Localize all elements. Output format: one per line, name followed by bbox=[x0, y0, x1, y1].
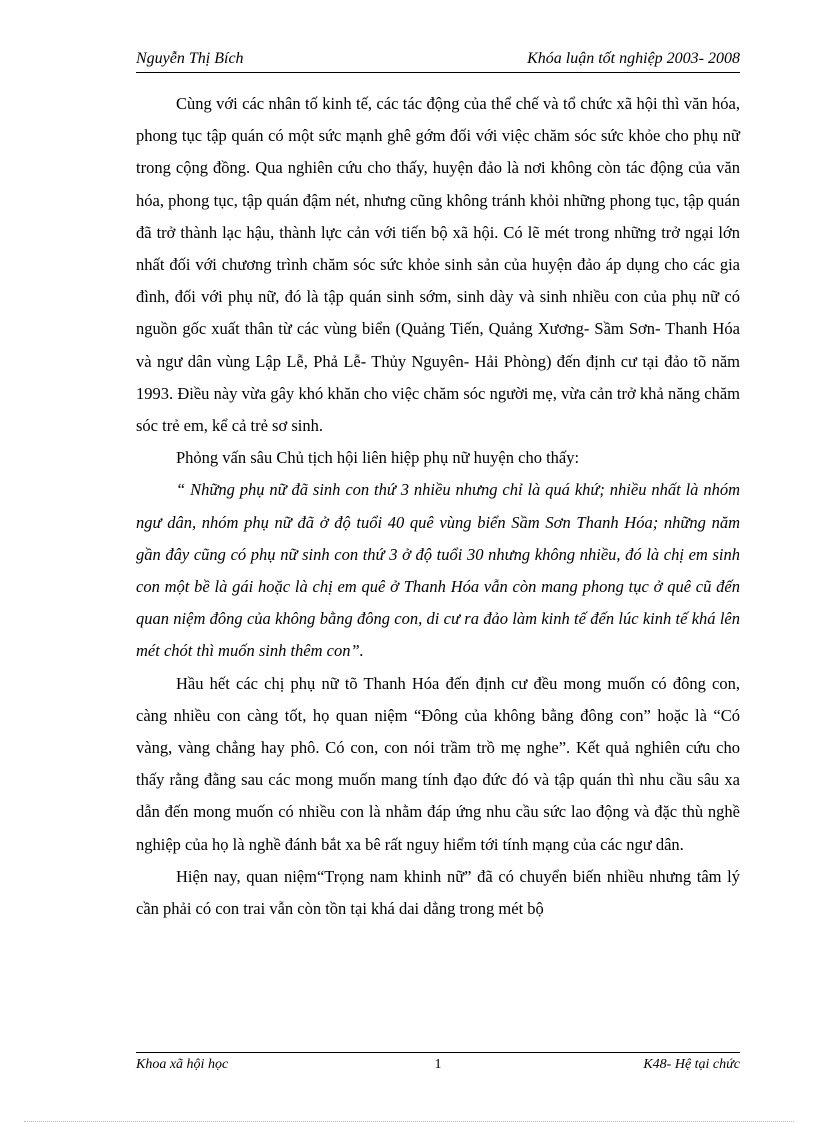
paragraph-4: Hầu hết các chị phụ nữ tõ Thanh Hóa đến định cư đều mong muốn có đông con, càng nhiều con càng tốt, họ quan niệm “Đông của không bằng đông con” hoặc là “Có vàng, vàng chẳng hay phô. Có con, con nói trầm trồ mẹ nghe”. Kết quả nghiên cứu cho thấy rằng đằng sau các mong muốn mang tính đạo đức đó và tập quán thì nhu cầu sâu xa dẫn đến mong muốn có nhiều con là nhằm đáp ứng nhu cầu sức lao động và đặc thù nghề nghiệp của họ là nghề đánh bắt xa bê rất nguy hiểm tới tính mạng của các ngư dân. bbox=[136, 673, 740, 854]
page-number: 1 bbox=[434, 1057, 442, 1072]
page-break-line bbox=[24, 1121, 794, 1122]
paragraph-2: Phỏng vấn sâu Chủ tịch hội liên hiệp phụ nữ huyện cho thấy: bbox=[176, 448, 580, 468]
page-header bbox=[136, 48, 740, 73]
document-body bbox=[136, 88, 740, 925]
paragraph-1: Cùng với các nhân tố kinh tế, các tác động của thể chế và tổ chức xã hội thì văn hóa, phong tục tập quán có một sức mạnh ghê gớm đối với việc chăm sóc sức khỏe cho phụ nữ trong cộng đồng. Qua nghiên cứu cho thấy, huyện đảo là nơi không còn tác động của văn hóa, phong tục, tập quán đậm nét, nhưng cũng không tránh khỏi những phong tục, tập quán đã trở thành lạc hậu, thành lực cản với tiến bộ xã hội. Có lẽ mét trong những trở ngại lớn nhất đối với chương trình chăm sóc sức khỏe sinh sản của huyện đảo áp dụng cho các gia đình, đối với phụ nữ, đó là tập quán sinh sớm, sinh dày và sinh nhiều con của phụ nữ có nguồn gốc xuất thân từ các vùng biển (Quảng Tiến, Quảng Xương- Sầm Sơn- Thanh Hóa và ngư dân vùng Lập Lễ, Phả Lễ- Thủy Nguyên- Hải Phòng) đến định cư tại đảo tõ năm 1993. Điều này vừa gây khó khăn cho việc chăm sóc người mẹ, vừa cản trở khả năng chăm sóc trẻ em, kể cả trẻ sơ sinh. bbox=[136, 94, 740, 436]
page-footer bbox=[136, 1052, 740, 1077]
paragraph-5: Hiện nay, quan niệm“Trọng nam khinh nữ” đã có chuyển biến nhiều nhưng tâm lý cần phải có con trai vẫn còn tồn tại khá dai dẳng trong mét bộ bbox=[136, 866, 740, 919]
interview-quote: “ Những phụ nữ đã sinh con thứ 3 nhiều nhưng chỉ là quá khứ; nhiều nhất là nhóm ngư dân, nhóm phụ nữ đã ở độ tuổi 40 quê vùng biển Sầm Sơn Thanh Hóa; những năm gần đây cũng có phụ nữ sinh con thứ 3 ở độ tuổi 30 nhưng không nhiều, đó là chị em sinh con một bề là gái hoặc là chị em quê ở Thanh Hóa vẫn còn mang phong tục ở quê cũ đến quan niệm đông của không bằng đông con, di cư ra đảo làm kinh tế đến lúc kinh tế khá lên mét chót thì muốn sinh thêm con”. bbox=[136, 480, 740, 661]
footer-department: Khoa xã hội học bbox=[136, 1057, 229, 1072]
header-title: Khóa luận tốt nghiệp 2003- 2008 bbox=[527, 50, 740, 67]
header-author: Nguyễn Thị Bích bbox=[136, 50, 244, 67]
footer-class: K48- Hệ tại chức bbox=[643, 1057, 740, 1072]
